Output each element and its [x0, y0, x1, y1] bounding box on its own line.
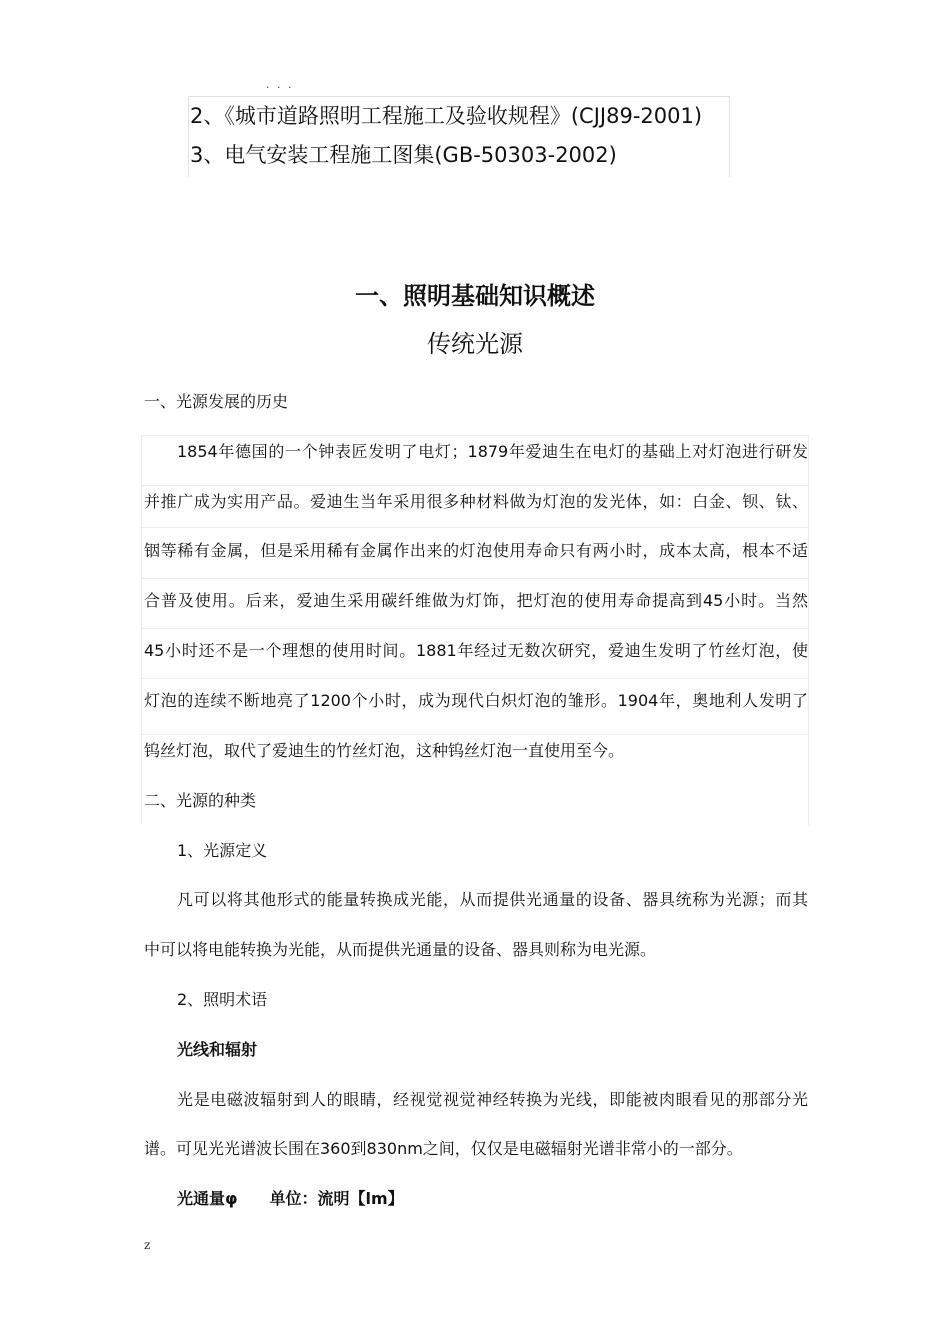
radiation-line-2: 谱。可见光光谱波长围在360到830nm之间，仅仅是电磁辐射光谱非常小的一部分。: [144, 1139, 743, 1158]
divider: [141, 435, 808, 436]
divider: [141, 678, 808, 679]
lighting-terms-heading: 2、照明术语: [177, 990, 268, 1009]
definition-line-2: 中可以将电能转换为光能，从而提供光通量的设备、器具则称为电光源。: [144, 940, 657, 959]
history-line-6: 灯泡的连续不断地亮了1200个小时，成为现代白炽灯泡的雏形。1904年，奥地利人发明了: [144, 691, 808, 710]
footer-mark: z: [144, 1238, 151, 1252]
divider: [808, 435, 809, 825]
term-luminous-flux: 光通量φ 单位：流明【lm】: [177, 1189, 404, 1208]
history-line-7: 钨丝灯泡，取代了爱迪生的竹丝灯泡，这种钨丝灯泡一直使用至今。: [144, 741, 625, 760]
divider: [141, 485, 808, 486]
section1-heading: 一、光源发展的历史: [144, 392, 289, 411]
light-source-definition-heading: 1、光源定义: [177, 841, 268, 860]
history-line-1: 1854年德国的一个钟表匠发明了电灯；1879年爱迪生在电灯的基础上对灯泡进行研发: [177, 442, 808, 461]
page-title: 一、照明基础知识概述: [355, 282, 595, 310]
definition-line-1: 凡可以将其他形式的能量转换成光能，从而提供光通量的设备、器具统称为光源；而其: [177, 890, 808, 909]
divider: [141, 578, 808, 579]
reference-line-2: 2、《城市道路照明工程施工及验收规程》(CJJ89-2001): [190, 104, 703, 128]
divider: [141, 734, 808, 735]
history-line-4: 合普及使用。后来，爱迪生采用碳纤维做为灯饰，把灯泡的使用寿命提高到45小时。当然: [144, 591, 808, 610]
term-light-radiation: 光线和辐射: [177, 1040, 258, 1059]
history-line-3: 铟等稀有金属，但是采用稀有金属作出来的灯泡使用寿命只有两小时，成本太高，根本不适: [144, 541, 808, 560]
section2-heading: 二、光源的种类: [144, 791, 257, 810]
history-line-5: 45小时还不是一个理想的使用时间。1881年经过无数次研究，爱迪生发明了竹丝灯泡，使: [144, 641, 808, 660]
reference-line-3: 3、电气安装工程施工图集(GB-50303-2002): [190, 143, 617, 167]
header-dots: . . .: [266, 78, 294, 91]
radiation-line-1: 光是电磁波辐射到人的眼睛，经视觉视觉神经转换为光线，即能被肉眼看见的那部分光: [177, 1090, 808, 1109]
divider: [141, 527, 808, 528]
page-subtitle: 传统光源: [427, 330, 523, 358]
divider: [141, 628, 808, 629]
history-line-2: 并推广成为实用产品。爱迪生当年采用很多种材料做为灯泡的发光体，如：白金、钡、钛、: [144, 492, 808, 511]
divider: [141, 435, 142, 825]
